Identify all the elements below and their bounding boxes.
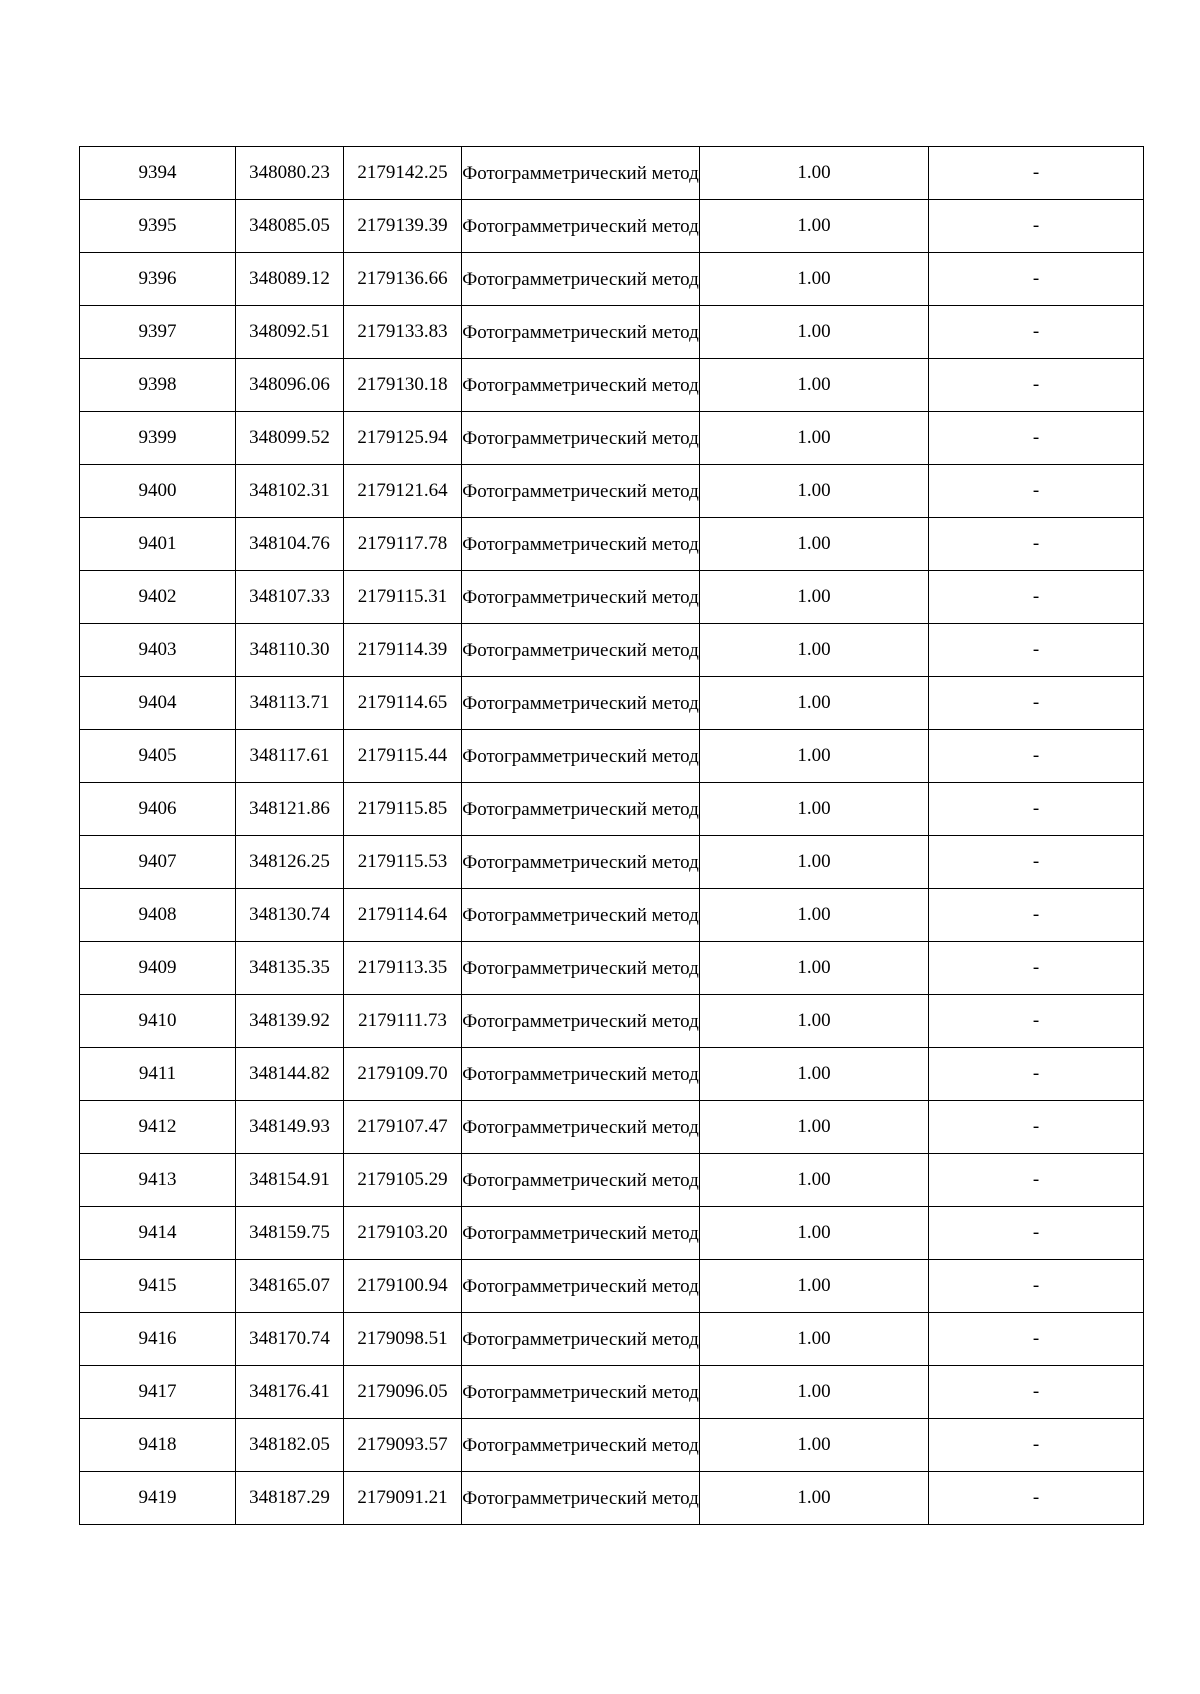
accuracy-cell: 1.00 [700,1048,929,1101]
accuracy-cell: 1.00 [700,889,929,942]
note-cell: - [929,518,1144,571]
accuracy-cell: 1.00 [700,836,929,889]
table-row [80,783,1144,836]
method-cell: Фотограмметрический метод [462,624,700,677]
method-cell: Фотограмметрический метод [462,836,700,889]
note-cell: - [929,730,1144,783]
note-cell: - [929,571,1144,624]
accuracy-cell: 1.00 [700,1419,929,1472]
x-coordinate-cell: 348117.61 [236,730,344,783]
y-coordinate-cell: 2179136.66 [344,253,462,306]
x-coordinate-cell: 348104.76 [236,518,344,571]
note-cell: - [929,889,1144,942]
table-row [80,1260,1144,1313]
note-cell: - [929,1419,1144,1472]
method-cell: Фотограмметрический метод [462,995,700,1048]
point-number-cell: 9407 [80,836,236,889]
table-row [80,359,1144,412]
accuracy-cell: 1.00 [700,518,929,571]
accuracy-cell: 1.00 [700,1207,929,1260]
point-number-cell: 9408 [80,889,236,942]
table-row [80,1366,1144,1419]
note-cell: - [929,412,1144,465]
x-coordinate-cell: 348096.06 [236,359,344,412]
note-cell: - [929,624,1144,677]
x-coordinate-cell: 348085.05 [236,200,344,253]
point-number-cell: 9398 [80,359,236,412]
note-cell: - [929,836,1144,889]
accuracy-cell: 1.00 [700,677,929,730]
y-coordinate-cell: 2179096.05 [344,1366,462,1419]
x-coordinate-cell: 348154.91 [236,1154,344,1207]
point-number-cell: 9405 [80,730,236,783]
point-number-cell: 9414 [80,1207,236,1260]
y-coordinate-cell: 2179114.65 [344,677,462,730]
method-cell: Фотограмметрический метод [462,889,700,942]
table-row [80,147,1144,200]
point-number-cell: 9395 [80,200,236,253]
coordinates-table-body [80,147,1144,1525]
table-row [80,942,1144,995]
y-coordinate-cell: 2179111.73 [344,995,462,1048]
y-coordinate-cell: 2179139.39 [344,200,462,253]
accuracy-cell: 1.00 [700,306,929,359]
method-cell: Фотограмметрический метод [462,1048,700,1101]
point-number-cell: 9399 [80,412,236,465]
point-number-cell: 9419 [80,1472,236,1525]
note-cell: - [929,465,1144,518]
note-cell: - [929,1260,1144,1313]
y-coordinate-cell: 2179117.78 [344,518,462,571]
method-cell: Фотограмметрический метод [462,571,700,624]
y-coordinate-cell: 2179114.64 [344,889,462,942]
y-coordinate-cell: 2179142.25 [344,147,462,200]
x-coordinate-cell: 348182.05 [236,1419,344,1472]
accuracy-cell: 1.00 [700,412,929,465]
y-coordinate-cell: 2179100.94 [344,1260,462,1313]
x-coordinate-cell: 348121.86 [236,783,344,836]
accuracy-cell: 1.00 [700,465,929,518]
point-number-cell: 9415 [80,1260,236,1313]
y-coordinate-cell: 2179121.64 [344,465,462,518]
y-coordinate-cell: 2179125.94 [344,412,462,465]
method-cell: Фотограмметрический метод [462,147,700,200]
point-number-cell: 9403 [80,624,236,677]
x-coordinate-cell: 348080.23 [236,147,344,200]
accuracy-cell: 1.00 [700,1260,929,1313]
accuracy-cell: 1.00 [700,253,929,306]
method-cell: Фотограмметрический метод [462,1101,700,1154]
method-cell: Фотограмметрический метод [462,1207,700,1260]
note-cell: - [929,253,1144,306]
point-number-cell: 9396 [80,253,236,306]
table-row [80,1154,1144,1207]
x-coordinate-cell: 348099.52 [236,412,344,465]
accuracy-cell: 1.00 [700,1366,929,1419]
point-number-cell: 9416 [80,1313,236,1366]
y-coordinate-cell: 2179115.31 [344,571,462,624]
x-coordinate-cell: 348130.74 [236,889,344,942]
x-coordinate-cell: 348107.33 [236,571,344,624]
y-coordinate-cell: 2179093.57 [344,1419,462,1472]
accuracy-cell: 1.00 [700,1154,929,1207]
note-cell: - [929,1207,1144,1260]
y-coordinate-cell: 2179107.47 [344,1101,462,1154]
note-cell: - [929,783,1144,836]
point-number-cell: 9410 [80,995,236,1048]
table-row [80,571,1144,624]
point-number-cell: 9394 [80,147,236,200]
note-cell: - [929,942,1144,995]
x-coordinate-cell: 348102.31 [236,465,344,518]
accuracy-cell: 1.00 [700,783,929,836]
point-number-cell: 9413 [80,1154,236,1207]
table-row [80,1207,1144,1260]
x-coordinate-cell: 348176.41 [236,1366,344,1419]
coordinates-table [79,146,1144,1525]
accuracy-cell: 1.00 [700,942,929,995]
table-row [80,518,1144,571]
point-number-cell: 9406 [80,783,236,836]
accuracy-cell: 1.00 [700,147,929,200]
x-coordinate-cell: 348170.74 [236,1313,344,1366]
x-coordinate-cell: 348165.07 [236,1260,344,1313]
x-coordinate-cell: 348159.75 [236,1207,344,1260]
table-row [80,1101,1144,1154]
y-coordinate-cell: 2179103.20 [344,1207,462,1260]
method-cell: Фотограмметрический метод [462,1472,700,1525]
point-number-cell: 9404 [80,677,236,730]
x-coordinate-cell: 348089.12 [236,253,344,306]
y-coordinate-cell: 2179115.85 [344,783,462,836]
point-number-cell: 9418 [80,1419,236,1472]
y-coordinate-cell: 2179115.53 [344,836,462,889]
note-cell: - [929,1313,1144,1366]
table-row [80,200,1144,253]
accuracy-cell: 1.00 [700,571,929,624]
y-coordinate-cell: 2179133.83 [344,306,462,359]
x-coordinate-cell: 348144.82 [236,1048,344,1101]
note-cell: - [929,1472,1144,1525]
method-cell: Фотограмметрический метод [462,783,700,836]
method-cell: Фотограмметрический метод [462,1154,700,1207]
note-cell: - [929,1101,1144,1154]
table-row [80,889,1144,942]
method-cell: Фотограмметрический метод [462,253,700,306]
x-coordinate-cell: 348135.35 [236,942,344,995]
x-coordinate-cell: 348126.25 [236,836,344,889]
table-row [80,412,1144,465]
table-row [80,253,1144,306]
table-row [80,1419,1144,1472]
y-coordinate-cell: 2179130.18 [344,359,462,412]
note-cell: - [929,147,1144,200]
x-coordinate-cell: 348149.93 [236,1101,344,1154]
x-coordinate-cell: 348187.29 [236,1472,344,1525]
note-cell: - [929,1154,1144,1207]
method-cell: Фотограмметрический метод [462,465,700,518]
method-cell: Фотограмметрический метод [462,359,700,412]
accuracy-cell: 1.00 [700,1101,929,1154]
x-coordinate-cell: 348110.30 [236,624,344,677]
method-cell: Фотограмметрический метод [462,412,700,465]
point-number-cell: 9397 [80,306,236,359]
accuracy-cell: 1.00 [700,730,929,783]
table-row [80,1313,1144,1366]
point-number-cell: 9401 [80,518,236,571]
note-cell: - [929,677,1144,730]
accuracy-cell: 1.00 [700,1313,929,1366]
method-cell: Фотограмметрический метод [462,942,700,995]
y-coordinate-cell: 2179115.44 [344,730,462,783]
point-number-cell: 9400 [80,465,236,518]
note-cell: - [929,1048,1144,1101]
y-coordinate-cell: 2179105.29 [344,1154,462,1207]
method-cell: Фотограмметрический метод [462,677,700,730]
note-cell: - [929,1366,1144,1419]
note-cell: - [929,359,1144,412]
accuracy-cell: 1.00 [700,624,929,677]
method-cell: Фотограмметрический метод [462,1260,700,1313]
method-cell: Фотограмметрический метод [462,518,700,571]
point-number-cell: 9412 [80,1101,236,1154]
point-number-cell: 9411 [80,1048,236,1101]
table-row [80,1472,1144,1525]
y-coordinate-cell: 2179109.70 [344,1048,462,1101]
method-cell: Фотограмметрический метод [462,1366,700,1419]
method-cell: Фотограмметрический метод [462,306,700,359]
point-number-cell: 9409 [80,942,236,995]
accuracy-cell: 1.00 [700,359,929,412]
accuracy-cell: 1.00 [700,200,929,253]
table-row [80,995,1144,1048]
note-cell: - [929,306,1144,359]
x-coordinate-cell: 348139.92 [236,995,344,1048]
table-row [80,306,1144,359]
note-cell: - [929,200,1144,253]
table-row [80,1048,1144,1101]
y-coordinate-cell: 2179114.39 [344,624,462,677]
point-number-cell: 9402 [80,571,236,624]
table-row [80,836,1144,889]
y-coordinate-cell: 2179113.35 [344,942,462,995]
method-cell: Фотограмметрический метод [462,200,700,253]
method-cell: Фотограмметрический метод [462,1313,700,1366]
point-number-cell: 9417 [80,1366,236,1419]
table-row [80,465,1144,518]
y-coordinate-cell: 2179098.51 [344,1313,462,1366]
table-row [80,624,1144,677]
accuracy-cell: 1.00 [700,995,929,1048]
table-row [80,677,1144,730]
note-cell: - [929,995,1144,1048]
accuracy-cell: 1.00 [700,1472,929,1525]
method-cell: Фотограмметрический метод [462,730,700,783]
method-cell: Фотограмметрический метод [462,1419,700,1472]
y-coordinate-cell: 2179091.21 [344,1472,462,1525]
x-coordinate-cell: 348113.71 [236,677,344,730]
table-row [80,730,1144,783]
x-coordinate-cell: 348092.51 [236,306,344,359]
